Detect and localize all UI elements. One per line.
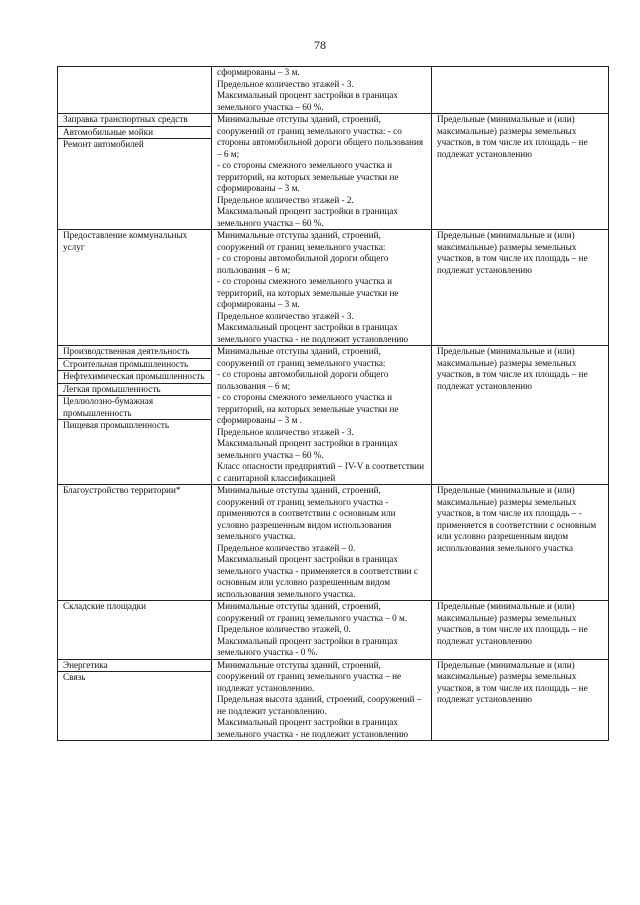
permitted-use-cell <box>58 485 212 601</box>
permitted-use-cell <box>58 67 212 114</box>
permitted-use-cell <box>58 346 212 485</box>
plot-size-cell: Предельные (минимальные и (или) максимальные) размеры земельных участков, в том числе их площадь – не подлежат установлению <box>432 659 609 741</box>
parameter-line: Минимальные отступы зданий, строений, сооружений от границ земельного участка: <box>217 230 386 252</box>
parameters-cell <box>212 346 432 485</box>
plot-size-cell: Предельные (минимальные и (или) максимальные) размеры земельных участков, в том числе их площадь – не подлежат установлению <box>432 601 609 660</box>
permitted-use-item: Энергетика <box>58 660 211 673</box>
permitted-use-item: Пищевая промышленность <box>63 420 170 430</box>
permitted-use-cell <box>58 114 212 230</box>
permitted-use-item: Автомобильные мойки <box>58 127 211 140</box>
parameter-line: - со стороны автомобильной дороги общего пользования – 6 м; <box>217 253 389 275</box>
permitted-use-item: Производственная деятельность <box>58 346 211 359</box>
permitted-use-item: Складские площадки <box>63 601 147 611</box>
parameter-line: Минимальные отступы зданий, строений, сооружений от границ земельного участка - применяются в соответствии с основным или условно разрешенным видом использования земельного участка. <box>217 485 396 541</box>
table-row <box>58 659 609 741</box>
permitted-use-item: Связь <box>63 672 86 682</box>
permitted-use-item: Целлюлозно-бумажная промышленность <box>58 396 211 420</box>
permitted-use-item: Легкая промышленность <box>58 384 211 397</box>
table-row <box>58 230 609 346</box>
parameter-line: Класс опасности предприятий – IV-V в соответствии с санитарной классификацией <box>217 461 425 483</box>
plot-size-cell: Предельные (минимальные и (или) максимальные) размеры земельных участков, в том числе их площадь – не подлежат установлению <box>432 114 609 230</box>
plot-size-cell: Предельные (минимальные и (или) максимальные) размеры земельных участков, в том числе их площадь – не подлежат установлению <box>432 230 609 346</box>
table-row <box>58 485 609 601</box>
parameter-line: Минимальные отступы зданий, строений, сооружений от границ земельного участка: <box>217 346 386 368</box>
parameter-line: Предельная высота зданий, строений, сооружений – не подлежит установлению. <box>217 694 422 716</box>
parameter-line: Предельное количество этажей - 2. <box>217 194 354 205</box>
parameter-line: - со стороны смежного земельного участка и территорий, на которых земельные участки не сформированы – 3 м . <box>217 392 399 425</box>
parameter-line: Максимальный процент застройки в границах земельного участка – 60 %. <box>217 90 398 112</box>
permitted-use-item: Заправка транспортных средств <box>58 114 211 127</box>
zoning-table <box>57 66 609 741</box>
permitted-use-cell <box>58 230 212 346</box>
parameter-line: Минимальные отступы зданий, строений, сооружений от границ земельного участка – 0 м. <box>217 601 408 623</box>
parameter-line: Максимальный процент застройки в границах земельного участка - не подлежит установлению <box>217 322 409 344</box>
parameter-line: Максимальный процент застройки в границах земельного участка - 0 %. <box>217 635 398 657</box>
parameter-line: Максимальный процент застройки в границах земельного участка – 60 %. <box>217 206 398 228</box>
table-row <box>58 67 609 114</box>
page-number: 78 <box>314 38 326 52</box>
parameters-cell <box>212 601 432 660</box>
parameter-line: Предельное количество этажей – 0. <box>217 542 356 553</box>
table-row <box>58 346 609 485</box>
parameters-cell <box>212 659 432 741</box>
parameter-line: Предельное количество этажей - 3. <box>217 426 354 437</box>
parameter-line: Предельное количество этажей - 3. <box>217 310 354 321</box>
permitted-use-item: Предоставление коммунальных услуг <box>63 230 188 252</box>
parameter-line: Максимальный процент застройки в границах земельного участка - применяется в соответствии с основным или условно разрешенным видом использования земельного участка. <box>217 554 418 599</box>
parameter-line: - со стороны смежного земельного участка и территорий, на которых земельные участки не сформированы – 3 м. <box>217 160 399 193</box>
permitted-use-item: Нефтехимическая промышленность <box>58 371 211 384</box>
parameter-line: сформированы – 3 м. <box>217 67 300 77</box>
permitted-use-cell <box>58 601 212 660</box>
parameter-line: Минимальные отступы зданий, строений, сооружений от границ земельного участка – не подлежат установлению. <box>217 659 402 693</box>
parameter-line: Максимальный процент застройки в границах земельного участка – 60 %. <box>217 438 398 460</box>
parameter-line: Минимальные отступы зданий, строений, сооружений от границ земельного участка: - со стороны автомобильной дороги общего пользования – 6 м; <box>217 114 424 159</box>
permitted-use-item: Ремонт автомобилей <box>63 139 144 149</box>
permitted-use-item: Строительная промышленность <box>58 359 211 372</box>
parameters-cell <box>212 230 432 346</box>
plot-size-cell: Предельные (минимальные и (или) максимальные) размеры земельных участков, в том числе их площадь – - применяется в соответствии с основным или условно разрешенным видом использования земельного участка <box>432 485 609 601</box>
parameter-line: Предельное количество этажей - 3. <box>217 78 354 89</box>
table-row <box>58 114 609 230</box>
parameters-cell <box>212 114 432 230</box>
parameters-cell <box>212 485 432 601</box>
permitted-use-item: Благоустройство территории* <box>63 485 181 495</box>
parameter-line: Максимальный процент застройки в границах земельного участка - не подлежит установлению <box>217 717 409 739</box>
plot-size-cell <box>432 67 609 114</box>
parameters-cell <box>212 67 432 114</box>
permitted-use-cell <box>58 659 212 741</box>
parameter-line: Предельное количество этажей, 0. <box>217 624 351 634</box>
parameter-line: - со стороны смежного земельного участка и территорий, на которых земельные участки не сформированы – 3 м. <box>217 276 399 309</box>
plot-size-cell: Предельные (минимальные и (или) максимальные) размеры земельных участков, в том числе их площадь – не подлежат установлению <box>432 346 609 485</box>
table-row <box>58 601 609 660</box>
parameter-line: - со стороны автомобильной дороги общего пользования – 6 м; <box>217 369 389 391</box>
